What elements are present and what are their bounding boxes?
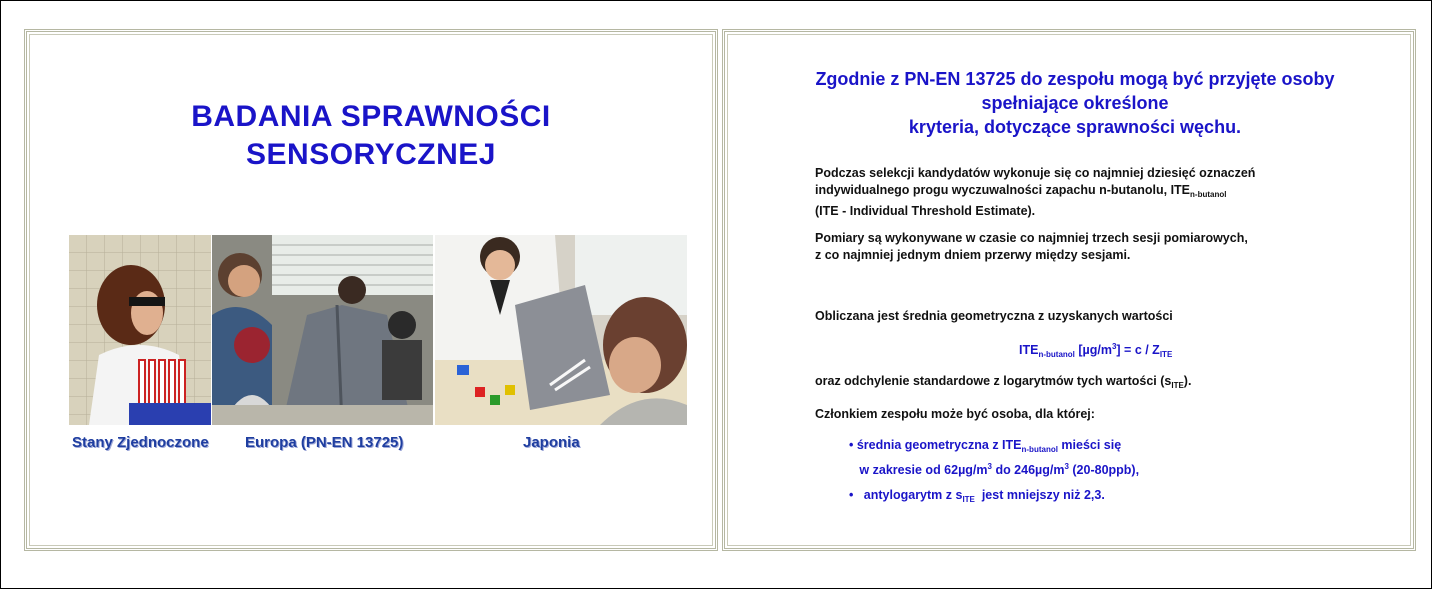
- photo-europe: [212, 235, 433, 425]
- paragraph-selection-line-1: Podczas selekcji kandydatów wykonuje się co najmniej dziesięć oznaczeń: [815, 166, 1256, 180]
- photo-japan: [435, 235, 687, 425]
- caption-usa: Stany Zjednoczone: [72, 434, 209, 451]
- paragraph-member-criteria: Członkiem zespołu może być osoba, dla której:: [815, 407, 1095, 421]
- formula-ite: [1019, 342, 1172, 359]
- paragraph-std-dev: [815, 373, 1191, 394]
- superscript: 3: [1064, 462, 1069, 471]
- slide-title-line-1: BADANIA SPRAWNOŚCI: [191, 100, 551, 133]
- text: (20-80ppb),: [1068, 463, 1140, 477]
- text: w zakresie od 62µg/m: [849, 463, 988, 477]
- text: ITE: [1019, 343, 1039, 357]
- slide-title: [27, 98, 715, 174]
- bullet-geometric-mean: [849, 437, 1139, 479]
- text: jest mniejszy niż 2,3.: [974, 488, 1105, 502]
- subscript: ITE: [1159, 350, 1173, 359]
- text: indywidualnego progu wyczuwalności zapachu n-butanolu, ITE: [815, 183, 1191, 197]
- slide-heading: [755, 67, 1395, 139]
- text: • średnia geometryczna z ITE: [849, 438, 1022, 452]
- paragraph-selection: [815, 165, 1255, 220]
- slide-heading-line-2: spełniające określone: [981, 93, 1169, 113]
- subscript: n-butanol: [1038, 350, 1075, 359]
- text: do 246µg/m: [991, 463, 1065, 477]
- bullet-line-1: [849, 437, 1139, 458]
- bullet-antilog: [849, 487, 1105, 508]
- text: • antylogarytm z s: [849, 488, 963, 502]
- subscript: n-butanol: [1021, 445, 1058, 454]
- subscript: ITE: [962, 495, 975, 504]
- slide-heading-line-3: kryteria, dotyczące sprawności węchu.: [908, 117, 1242, 137]
- text: oraz odchylenie standardowe z logarytmów tych wartości (s: [815, 374, 1172, 388]
- bullet-line-2: [849, 458, 1139, 479]
- subscript: ITE: [1171, 381, 1184, 390]
- text: mieści się: [1057, 438, 1122, 452]
- text: ).: [1183, 374, 1192, 388]
- caption-japan: Japonia: [523, 434, 580, 451]
- subscript: n-butanol: [1190, 190, 1227, 199]
- superscript: 3: [987, 462, 992, 471]
- photo-usa: [69, 235, 211, 425]
- caption-europe: Europa (PN-EN 13725): [245, 434, 404, 451]
- paragraph-selection-line-2: [815, 182, 1255, 203]
- slide-right: [722, 29, 1416, 551]
- bullet-line: [849, 487, 1105, 508]
- paragraph-sessions-line-1: Pomiary są wykonywane w czasie co najmniej trzech sesji pomiarowych,: [815, 231, 1248, 245]
- paragraph-sessions: [815, 230, 1248, 264]
- paragraph-selection-line-3: (ITE - Individual Threshold Estimate).: [815, 204, 1036, 218]
- text: ] = c / Z: [1116, 343, 1160, 357]
- slide-title-line-2: SENSORYCZNEJ: [246, 138, 496, 171]
- slide-heading-line-1: Zgodnie z PN-EN 13725 do zespołu mogą być przyjęte osoby: [815, 69, 1335, 89]
- paragraph-sessions-line-2: z co najmniej jednym dniem przerwy między sesjami.: [815, 248, 1131, 262]
- superscript: 3: [1111, 342, 1117, 351]
- slide-left: [24, 29, 718, 551]
- paragraph-geometric-mean: Obliczana jest średnia geometryczna z uzyskanych wartości: [815, 309, 1173, 323]
- text: [µg/m: [1074, 343, 1112, 357]
